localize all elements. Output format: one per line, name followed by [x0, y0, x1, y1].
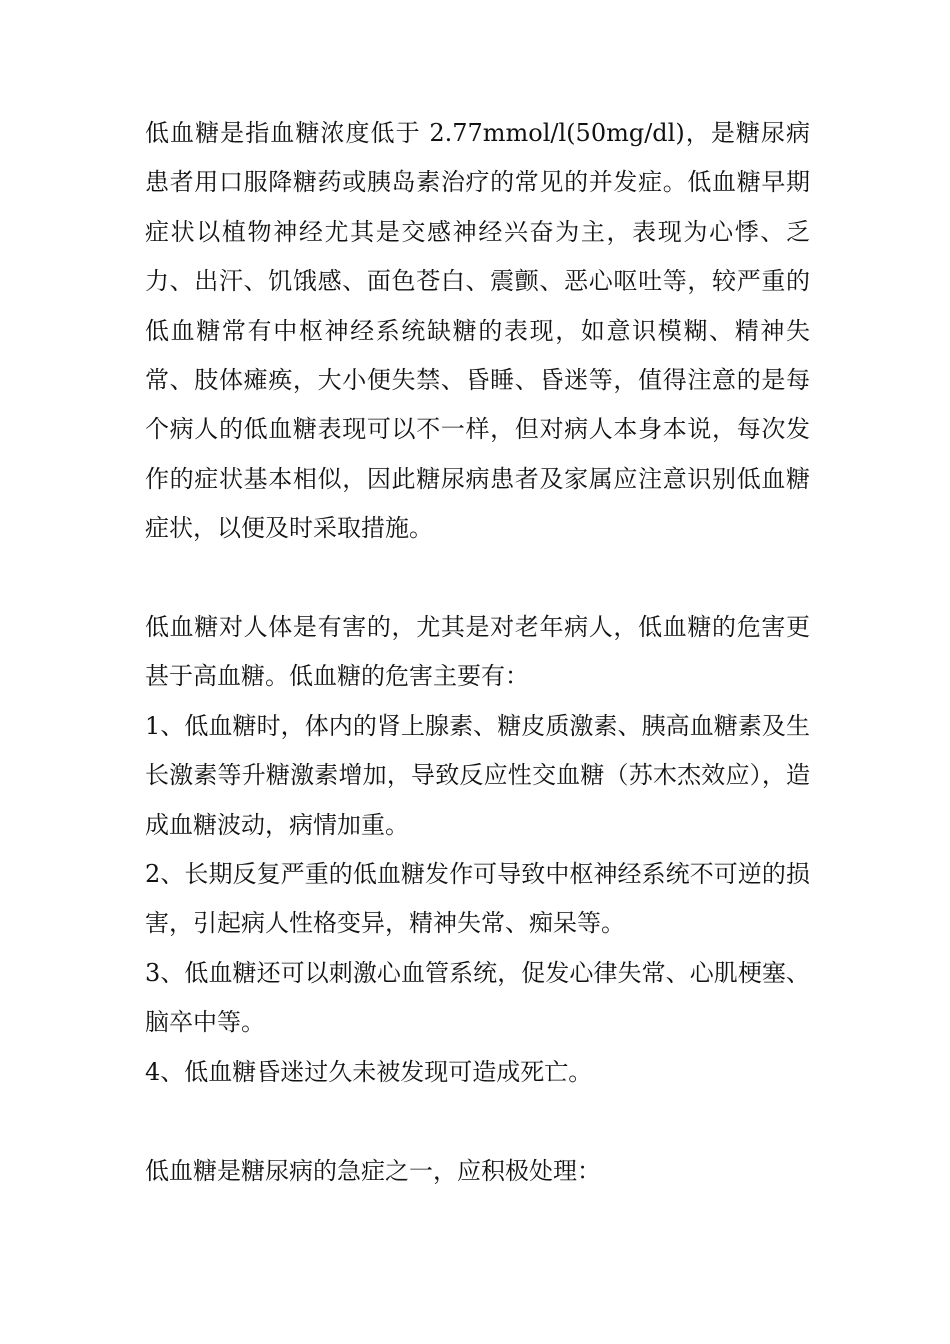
paragraph-treatment-intro: 低血糖是糖尿病的急症之一，应积极处理：: [145, 1156, 601, 1185]
list-item: 3、低血糖还可以刺激心血管系统，促发心律失常、心肌梗塞、脑卒中等。: [145, 958, 810, 1037]
paragraph-harm-intro: 低血糖对人体是有害的，尤其是对老年病人，低血糖的危害更甚于高血糖。低血糖的危害主要有：: [145, 613, 810, 691]
list-item: 1、低血糖时，体内的肾上腺素、糖皮质激素、胰高血糖素及生长激素等升糖激素增加，导致反应性交血糖（苏木杰效应），造成血糖波动，病情加重。: [145, 711, 810, 839]
list-item: 2、长期反复严重的低血糖发作可导致中枢神经系统不可逆的损害，引起病人性格变异，精神失常、痴呆等。: [145, 860, 810, 938]
paragraph-spacer: [145, 554, 810, 603]
paragraph-definition: 低血糖是指血糖浓度低于 2.77mmol/l(50mg/dl)，是糖尿病患者用口服降糖药或胰岛素治疗的常见的并发症。低血糖早期症状以植物神经尤其是交感神经兴奋为主，表现为心悸、乏力、出汗、饥饿感、面色苍白、震颤、恶心呕吐等，较严重的低血糖常有中枢神经系统缺糖的表现，如意识模糊、精神失常、肢体瘫痪，大小便失禁、昏睡、昏迷等，值得注意的是每个病人的低血糖表现可以不一样，但对病人本身本说，每次发作的症状基本相似，因此糖尿病患者及家属应注意识别低血糖症状，以便及时采取措施。: [145, 119, 810, 543]
document-body: [145, 109, 810, 1196]
list-item: 4、低血糖昏迷过久未被发现可造成死亡。: [145, 1057, 593, 1086]
paragraph-spacer: [145, 1097, 810, 1146]
